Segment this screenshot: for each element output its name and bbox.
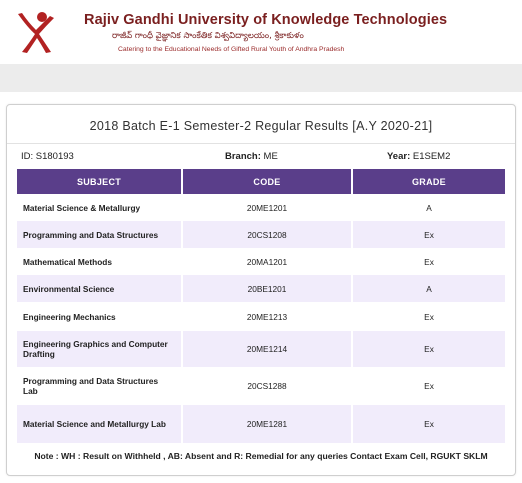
- table-row: [17, 221, 505, 248]
- year-value: E1SEM2: [412, 151, 451, 162]
- code-cell: 20ME1281: [183, 405, 351, 443]
- results-table: [15, 169, 507, 443]
- student-id-value: ID: S180193: [21, 151, 74, 162]
- results-card: [6, 104, 516, 476]
- university-tagline: Catering to the Educational Needs of Gifted Rural Youth of Andhra Pradesh: [118, 46, 345, 53]
- code-cell: 20BE1201: [183, 275, 351, 302]
- table-row: [17, 194, 505, 221]
- university-telugu-name: రాజీవ్ గాంధీ వైజ్ఞానిక సాంకేతిక విశ్వవిద్యాలయం, శ్రీకాకుళం: [112, 31, 304, 41]
- column-header-grade: GRADE: [353, 169, 505, 194]
- grade-cell: A: [353, 275, 505, 302]
- table-row: [17, 275, 505, 302]
- code-cell: 20ME1201: [183, 194, 351, 221]
- subject-cell: Engineering Mechanics: [17, 302, 181, 331]
- table-row: [17, 248, 505, 275]
- site-header: [0, 0, 522, 64]
- results-note: Note : WH : Result on Withheld , AB: Absent and R: Remedial for any queries Contact Exam Cell, RGUKT SKLM: [34, 451, 488, 461]
- rgukt-logo-icon: [14, 10, 56, 54]
- code-cell: 20CS1208: [183, 221, 351, 248]
- column-header-code: CODE: [183, 169, 351, 194]
- grade-cell: Ex: [353, 331, 505, 367]
- grade-cell: Ex: [353, 248, 505, 275]
- subject-cell: Material Science and Metallurgy Lab: [17, 405, 181, 443]
- table-row: [17, 405, 505, 443]
- divider: [7, 143, 515, 144]
- subject-cell: Environmental Science: [17, 275, 181, 302]
- branch-info: [225, 151, 278, 165]
- code-cell: 20ME1213: [183, 302, 351, 331]
- university-name: Rajiv Gandhi University of Knowledge Technologies: [84, 12, 448, 28]
- subject-cell: Mathematical Methods: [17, 248, 181, 275]
- code-cell: 20ME1214: [183, 331, 351, 367]
- code-cell: 20MA1201: [183, 248, 351, 275]
- subject-cell: Programming and Data Structures Lab: [17, 367, 181, 405]
- column-header-subject: SUBJECT: [17, 169, 181, 194]
- grade-cell: A: [353, 194, 505, 221]
- grade-cell: Ex: [353, 302, 505, 331]
- table-header-row: [17, 169, 505, 194]
- grade-cell: Ex: [353, 405, 505, 443]
- table-row: [17, 367, 505, 405]
- results-title: 2018 Batch E-1 Semester-2 Regular Results [A.Y 2020-21]: [89, 119, 433, 133]
- branch-label: Branch:: [225, 151, 261, 162]
- subject-cell: Material Science & Metallurgy: [17, 194, 181, 221]
- year-info: [387, 151, 450, 165]
- code-cell: 20CS1288: [183, 367, 351, 405]
- table-row: [17, 331, 505, 367]
- subject-cell: Engineering Graphics and Computer Drafting: [17, 331, 181, 367]
- nav-band: [0, 64, 522, 92]
- year-label: Year:: [387, 151, 411, 162]
- grade-cell: Ex: [353, 221, 505, 248]
- branch-value: ME: [263, 151, 278, 162]
- grade-cell: Ex: [353, 367, 505, 405]
- subject-cell: Programming and Data Structures: [17, 221, 181, 248]
- student-id: [21, 151, 74, 165]
- table-row: [17, 302, 505, 331]
